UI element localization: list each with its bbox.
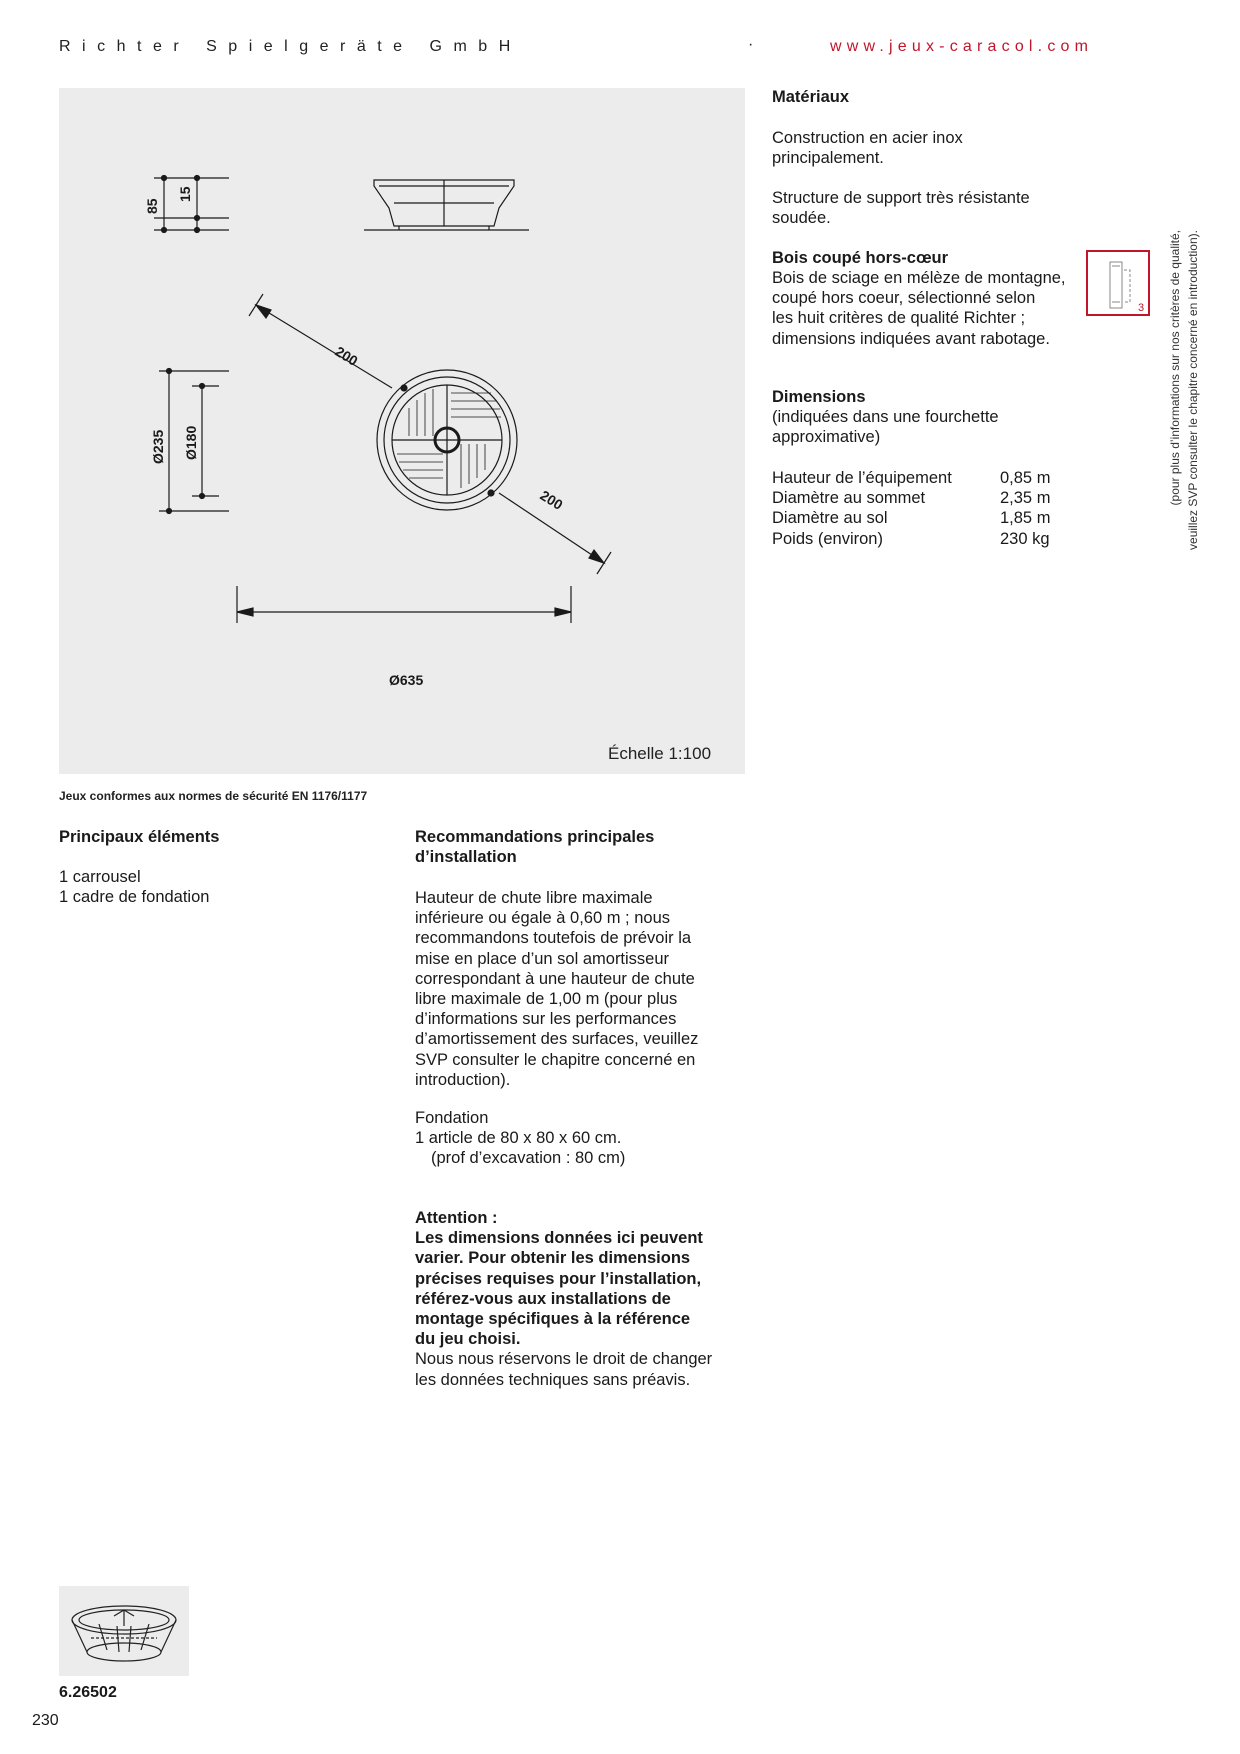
dim-label-height-total: 85 xyxy=(144,198,160,214)
materials-text-1: Construction en acier inox principalement. xyxy=(772,129,963,168)
installation-text: Hauteur de chute libre maximale inférieure ou égale à 0,60 m ; nous recommandons toutefois de prévoir la mise en place d’un sol amortisseur correspondant à une hauteur de chute libre maximale de 1,00 m (pour plus d’informations sur les performances d’amortissement des surfaces, veuillez SVP consulter le chapitre concerné en introduction). xyxy=(415,889,699,1089)
dimensions-table xyxy=(772,468,1102,549)
materials-title: Matériaux xyxy=(772,88,850,106)
dim-label-inner-diameter: Ø180 xyxy=(183,425,199,460)
dimensions-row xyxy=(772,468,1102,488)
scale-label: Échelle 1:100 xyxy=(608,744,712,763)
dimension-value: 2,35 m xyxy=(1000,489,1051,508)
dim-dot xyxy=(162,176,167,181)
article-number: 6.26502 xyxy=(59,1684,117,1701)
dimensions-row xyxy=(772,529,1102,549)
dimensions-subtitle: (indiquées dans une fourchette approximative) xyxy=(772,408,999,447)
attention-notice: Attention : Les dimensions données ici peuvent varier. Pour obtenir les dimensions précises requises pour l’installation, référez-vous aux installations de montage spécifiques à la référence du jeu choisi. Nous nous réservons le droit de changer les données techniques sans préavis. xyxy=(415,1209,713,1389)
quality-side-note: (pour plus d’informations sur nos critères de qualité, veuillez SVP consulter le chapitre concerné en introduction). xyxy=(1168,230,1200,550)
dimension-label: Poids (environ) xyxy=(772,529,883,548)
foundation-text: Fondation 1 article de 80 x 80 x 60 cm. (prof d’excavation : 80 cm) xyxy=(415,1109,626,1168)
dimension-value: 0,85 m xyxy=(1000,469,1051,487)
wood-title: Bois coupé hors-cœur xyxy=(772,249,949,267)
installation-title: Recommandations principales d’installation xyxy=(415,828,655,866)
dim-line-clearance-1 xyxy=(256,305,392,388)
dim-dot xyxy=(162,228,167,233)
materials-text-2: Structure de support très résistante soudée. xyxy=(772,189,1030,228)
list-item: 1 cadre de fondation xyxy=(59,888,210,907)
website-link[interactable]: www.jeux-caracol.com xyxy=(830,38,1094,55)
dim-dot xyxy=(195,216,200,221)
dim-label-outer-diameter: Ø235 xyxy=(150,429,166,464)
dimension-value: 230 kg xyxy=(1000,529,1050,548)
dim-label-clearance-2: 200 xyxy=(537,486,566,513)
dim-dot xyxy=(195,228,200,233)
dimension-label: Diamètre au sommet xyxy=(772,489,926,508)
dim-label-height-top: 15 xyxy=(177,186,193,202)
elements-list xyxy=(59,867,209,907)
technical-drawing-panel xyxy=(59,88,745,774)
dim-label-clearance-1: 200 xyxy=(332,342,361,369)
page-number: 230 xyxy=(32,1712,59,1729)
safety-norm-note: Jeux conformes aux normes de sécurité EN 1176/1177 xyxy=(59,789,368,803)
dim-dot xyxy=(195,176,200,181)
technical-drawing xyxy=(59,88,745,774)
dimension-label: Hauteur de l’équipement xyxy=(772,469,952,487)
dimension-label: Diamètre au sol xyxy=(772,509,888,528)
list-item: 1 carrousel xyxy=(59,868,141,886)
elements-title: Principaux éléments xyxy=(59,828,220,846)
dimensions-row xyxy=(772,488,1102,508)
dimension-value: 1,85 m xyxy=(1000,509,1051,528)
dim-label-safety-area: Ø635 xyxy=(389,672,424,688)
wood-text: Bois de sciage en mélèze de montagne, coupé hors coeur, sélectionné selon les huit critères de qualité Richter ; dimensions indiquées avant rabotage. xyxy=(772,269,1066,348)
product-thumbnail xyxy=(59,1586,189,1676)
dimensions-row xyxy=(772,508,1102,528)
header-separator: · xyxy=(748,36,754,53)
dimensions-title: Dimensions xyxy=(772,388,866,406)
wood-quality-icon xyxy=(1086,250,1150,316)
wood-icon-number: 3 xyxy=(1138,302,1145,314)
company-name: Richter Spielgeräte GmbH xyxy=(59,38,522,55)
